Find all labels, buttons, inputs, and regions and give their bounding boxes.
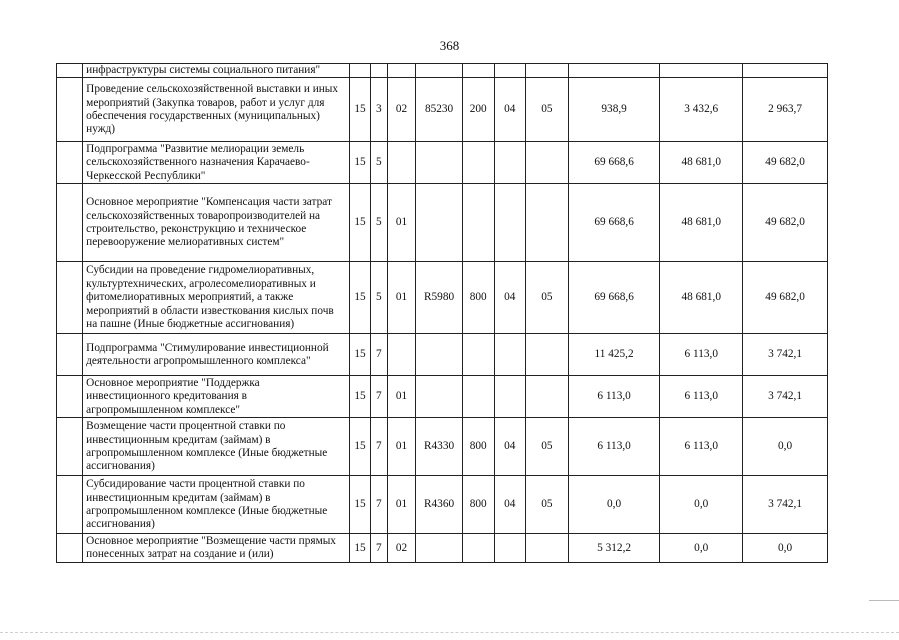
expense-type-cell <box>462 64 494 78</box>
expense-type-cell: 800 <box>462 418 494 476</box>
subsection-cell: 05 <box>525 262 568 334</box>
row-name-cell: Подпрограмма "Стимулирование инвестиционной деятельности агропромышленного комплекса" <box>83 334 350 376</box>
row-index-cell <box>57 262 83 334</box>
table-row <box>57 334 828 376</box>
amount-year3-cell: 3 742,1 <box>743 476 828 534</box>
expense-type-cell <box>462 142 494 184</box>
section-cell: 04 <box>494 78 525 142</box>
amount-year3-cell: 49 682,0 <box>743 262 828 334</box>
section-cell: 04 <box>494 476 525 534</box>
row-name-cell: Основное мероприятие "Поддержка инвестиционного кредитования в агропромышленном комплексе" <box>83 376 350 418</box>
amount-year3-cell: 3 742,1 <box>743 376 828 418</box>
target-article-cell <box>416 142 463 184</box>
amount-year3-cell <box>743 64 828 78</box>
om-code-cell <box>387 64 416 78</box>
amount-year3-cell: 0,0 <box>743 418 828 476</box>
budget-table <box>56 63 828 563</box>
subsection-cell: 05 <box>525 78 568 142</box>
pp-code-cell: 7 <box>370 534 387 563</box>
amount-year1-cell: 69 668,6 <box>568 262 659 334</box>
gp-code-cell: 15 <box>350 376 371 418</box>
amount-year1-cell: 11 425,2 <box>568 334 659 376</box>
amount-year2-cell: 6 113,0 <box>660 376 743 418</box>
row-name-cell: Основное мероприятие "Возмещение части прямых понесенных затрат на создание и (или) <box>83 534 350 563</box>
row-index-cell <box>57 78 83 142</box>
subsection-cell: 05 <box>525 418 568 476</box>
section-cell <box>494 64 525 78</box>
om-code-cell: 01 <box>387 184 416 262</box>
amount-year1-cell: 69 668,6 <box>568 184 659 262</box>
om-code-cell <box>387 334 416 376</box>
table-row <box>57 64 828 78</box>
row-name-cell: инфраструктуры системы социального питания" <box>83 64 350 78</box>
section-cell <box>494 376 525 418</box>
subsection-cell <box>525 64 568 78</box>
table-row <box>57 142 828 184</box>
target-article-cell: R4360 <box>416 476 463 534</box>
amount-year2-cell: 0,0 <box>660 534 743 563</box>
target-article-cell: R4330 <box>416 418 463 476</box>
pp-code-cell: 5 <box>370 142 387 184</box>
pp-code-cell: 5 <box>370 262 387 334</box>
gp-code-cell: 15 <box>350 476 371 534</box>
pp-code-cell: 3 <box>370 78 387 142</box>
amount-year3-cell: 0,0 <box>743 534 828 563</box>
pp-code-cell: 7 <box>370 334 387 376</box>
target-article-cell: 85230 <box>416 78 463 142</box>
row-index-cell <box>57 376 83 418</box>
expense-type-cell: 800 <box>462 476 494 534</box>
target-article-cell <box>416 534 463 563</box>
table-row <box>57 418 828 476</box>
amount-year2-cell: 3 432,6 <box>660 78 743 142</box>
amount-year3-cell: 2 963,7 <box>743 78 828 142</box>
section-cell <box>494 334 525 376</box>
om-code-cell: 01 <box>387 376 416 418</box>
subsection-cell <box>525 376 568 418</box>
amount-year2-cell: 6 113,0 <box>660 334 743 376</box>
target-article-cell: R5980 <box>416 262 463 334</box>
subsection-cell <box>525 184 568 262</box>
row-index-cell <box>57 184 83 262</box>
gp-code-cell: 15 <box>350 334 371 376</box>
pp-code-cell: 7 <box>370 418 387 476</box>
om-code-cell: 01 <box>387 262 416 334</box>
row-name-cell: Подпрограмма "Развитие мелиорации земель сельскохозяйственного назначения Карачаево-Черкесской Республики" <box>83 142 350 184</box>
gp-code-cell: 15 <box>350 262 371 334</box>
expense-type-cell: 800 <box>462 262 494 334</box>
pp-code-cell: 7 <box>370 476 387 534</box>
pp-code-cell: 5 <box>370 184 387 262</box>
table-row <box>57 376 828 418</box>
subsection-cell: 05 <box>525 476 568 534</box>
amount-year1-cell: 69 668,6 <box>568 142 659 184</box>
pp-code-cell: 7 <box>370 376 387 418</box>
scan-edge-line <box>0 632 899 634</box>
row-index-cell <box>57 534 83 563</box>
gp-code-cell <box>350 64 371 78</box>
row-name-cell: Субсидии на проведение гидромелиоративных, культуртехнических, агролесомелиоративных и фитомелиоративных мероприятий, а также мероприятий в области известкования кислых почв на пашне (Иные бюджетные ассигнования) <box>83 262 350 334</box>
table-row <box>57 262 828 334</box>
row-name-cell: Проведение сельскохозяйственной выставки и иных мероприятий (Закупка товаров, работ и услуг для обеспечения государственных (муниципальных) нужд) <box>83 78 350 142</box>
section-cell <box>494 184 525 262</box>
gp-code-cell: 15 <box>350 418 371 476</box>
row-index-cell <box>57 334 83 376</box>
amount-year1-cell: 938,9 <box>568 78 659 142</box>
gp-code-cell: 15 <box>350 534 371 563</box>
amount-year1-cell <box>568 64 659 78</box>
page-number: 368 <box>439 38 460 53</box>
amount-year2-cell: 48 681,0 <box>660 142 743 184</box>
section-cell <box>494 534 525 563</box>
amount-year1-cell: 5 312,2 <box>568 534 659 563</box>
section-cell: 04 <box>494 418 525 476</box>
om-code-cell: 02 <box>387 78 416 142</box>
row-index-cell <box>57 64 83 78</box>
section-cell: 04 <box>494 262 525 334</box>
om-code-cell: 01 <box>387 476 416 534</box>
amount-year1-cell: 6 113,0 <box>568 376 659 418</box>
amount-year2-cell: 48 681,0 <box>660 184 743 262</box>
amount-year2-cell: 0,0 <box>660 476 743 534</box>
amount-year1-cell: 6 113,0 <box>568 418 659 476</box>
gp-code-cell: 15 <box>350 142 371 184</box>
pp-code-cell <box>370 64 387 78</box>
target-article-cell <box>416 376 463 418</box>
gp-code-cell: 15 <box>350 78 371 142</box>
expense-type-cell <box>462 376 494 418</box>
amount-year2-cell <box>660 64 743 78</box>
row-name-cell: Субсидирование части процентной ставки по инвестиционным кредитам (займам) в агропромышленном комплексе (Иные бюджетные ассигнования) <box>83 476 350 534</box>
amount-year1-cell: 0,0 <box>568 476 659 534</box>
expense-type-cell: 200 <box>462 78 494 142</box>
amount-year3-cell: 49 682,0 <box>743 142 828 184</box>
row-index-cell <box>57 142 83 184</box>
table-row <box>57 184 828 262</box>
amount-year2-cell: 48 681,0 <box>660 262 743 334</box>
expense-type-cell <box>462 534 494 563</box>
expense-type-cell <box>462 334 494 376</box>
amount-year3-cell: 3 742,1 <box>743 334 828 376</box>
subsection-cell <box>525 142 568 184</box>
om-code-cell: 02 <box>387 534 416 563</box>
scan-edge-mark <box>869 600 899 601</box>
subsection-cell <box>525 334 568 376</box>
expense-type-cell <box>462 184 494 262</box>
row-name-cell: Возмещение части процентной ставки по инвестиционным кредитам (займам) в агропромышленном комплексе (Иные бюджетные ассигнования) <box>83 418 350 476</box>
target-article-cell <box>416 184 463 262</box>
row-index-cell <box>57 476 83 534</box>
budget-table-body <box>57 64 828 563</box>
target-article-cell <box>416 334 463 376</box>
gp-code-cell: 15 <box>350 184 371 262</box>
table-row <box>57 78 828 142</box>
table-row <box>57 476 828 534</box>
amount-year2-cell: 6 113,0 <box>660 418 743 476</box>
amount-year3-cell: 49 682,0 <box>743 184 828 262</box>
om-code-cell <box>387 142 416 184</box>
target-article-cell <box>416 64 463 78</box>
table-row <box>57 534 828 563</box>
subsection-cell <box>525 534 568 563</box>
om-code-cell: 01 <box>387 418 416 476</box>
row-name-cell: Основное мероприятие "Компенсация части затрат сельскохозяйственных товаропроизводителей на строительство, реконструкцию и техническое перевооружение мелиоративных систем" <box>83 184 350 262</box>
row-index-cell <box>57 418 83 476</box>
section-cell <box>494 142 525 184</box>
